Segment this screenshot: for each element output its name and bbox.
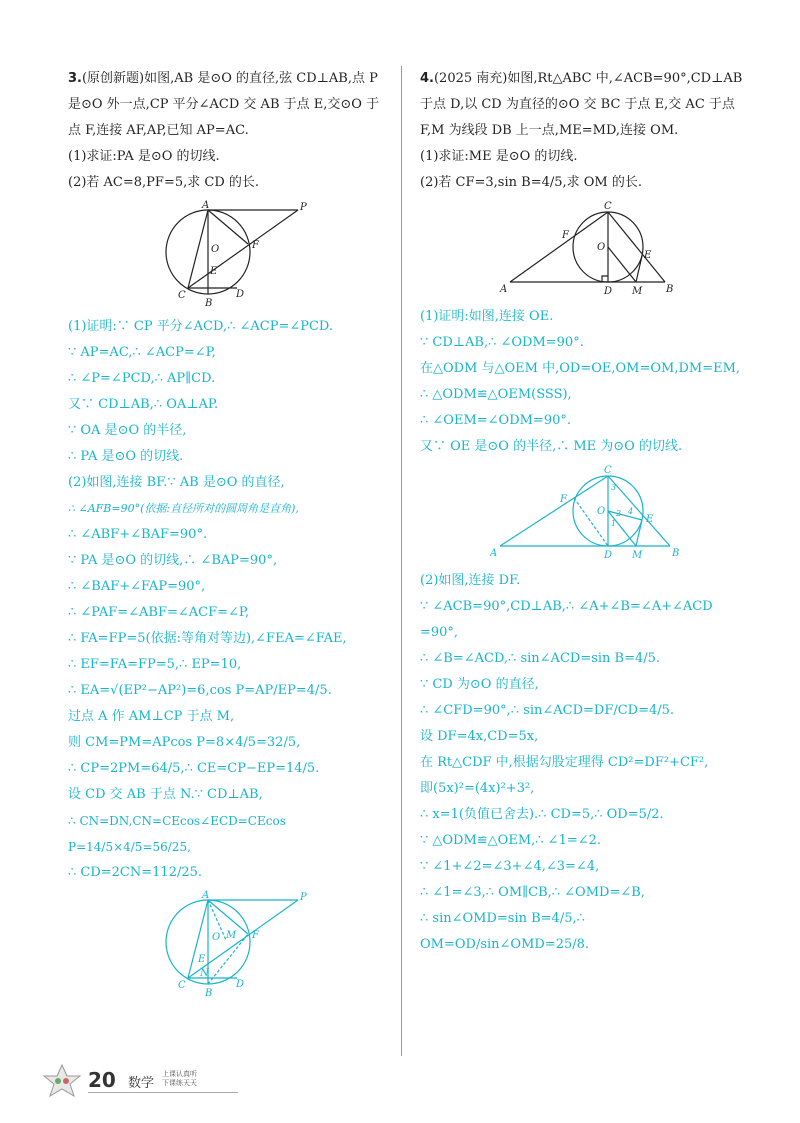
solution-line: 设 DF=4x,CD=5x, bbox=[420, 729, 539, 744]
label-m: M bbox=[632, 286, 643, 297]
q4-part2: (2)若 CF=3,sin B=4/5,求 OM 的长. bbox=[420, 175, 643, 190]
solution-line: 在 Rt△CDF 中,根据勾股定理得 CD²=DF²+CF², bbox=[420, 755, 709, 770]
label-o: O bbox=[597, 242, 606, 253]
q4-solution-part2 bbox=[420, 568, 750, 958]
solution-line: ∵ PA 是⊙O 的切线,∴ ∠BAP=90°, bbox=[68, 553, 278, 568]
solution-line: 则 CM=PM=APcos P=8×4/5=32/5, bbox=[68, 735, 301, 750]
label-c: C bbox=[604, 465, 612, 476]
label-a: A bbox=[490, 548, 498, 559]
solution-line: ∵ OA 是⊙O 的半径, bbox=[68, 423, 187, 438]
star-logo-icon bbox=[40, 1064, 84, 1098]
solution-line: 又∵ OE 是⊙O 的半径,∴ ME 为⊙O 的切线. bbox=[420, 439, 683, 454]
q4-stem-line: F,M 为线段 DB 上一点,ME=MD,连接 OM. bbox=[420, 123, 679, 138]
label-a: A bbox=[202, 200, 210, 211]
label-angle-1: 1 bbox=[611, 519, 617, 528]
q3-part2: (2)若 AC=8,PF=5,求 CD 的长. bbox=[68, 175, 260, 190]
solution-line: ∴ △ODM≌△OEM(SSS), bbox=[420, 387, 572, 402]
label-f: F bbox=[252, 930, 259, 941]
label-n: N bbox=[200, 968, 209, 979]
q3-stem: 3.(原创新题)如图,AB 是⊙O 的直径,弦 CD⊥AB,点 P bbox=[68, 71, 378, 86]
solution-line: (1)证明:∵ CP 平分∠ACD,∴ ∠ACP=∠PCD. bbox=[68, 319, 334, 334]
label-c: C bbox=[604, 201, 612, 212]
q3-number: 3. bbox=[68, 71, 82, 86]
solution-line: ∴ ∠ABF+∠BAF=90°. bbox=[68, 527, 208, 542]
label-b: B bbox=[205, 988, 213, 999]
question-3-column bbox=[68, 66, 393, 1004]
solution-line: ∴ ∠B=∠ACD,∴ sin∠ACD=sin B=4/5. bbox=[420, 651, 661, 666]
q4-figure-1 bbox=[420, 200, 750, 300]
footer-motto: 上课认真听 下课练天天 bbox=[162, 1070, 197, 1087]
solution-line: ∴ EF=FA=FP=5,∴ EP=10, bbox=[68, 657, 242, 672]
label-d: D bbox=[236, 979, 245, 990]
label-d: D bbox=[604, 550, 613, 561]
label-a: A bbox=[500, 284, 508, 295]
label-c: C bbox=[178, 290, 186, 301]
label-e: E bbox=[646, 514, 654, 525]
solution-line: ∴ CD=2CN=112/25. bbox=[68, 865, 203, 880]
q3-figure-1 bbox=[68, 200, 393, 310]
q4-figure-2 bbox=[420, 464, 750, 564]
q4-stem: 4.(2025 南充)如图,Rt△ABC 中,∠ACB=90°,CD⊥AB bbox=[420, 71, 743, 86]
q4-stem-line: 于点 D,以 CD 为直径的⊙O 交 BC 于点 E,交 AC 于点 bbox=[420, 97, 735, 112]
label-b: B bbox=[205, 298, 213, 309]
label-d: D bbox=[604, 286, 613, 297]
solution-line: (2)如图,连接 BF.∵ AB 是⊙O 的直径, bbox=[68, 475, 285, 490]
label-d: D bbox=[236, 289, 245, 300]
solution-line: ∴ ∠P=∠PCD,∴ AP∥CD. bbox=[68, 371, 216, 386]
solution-line: ∵ △ODM≌△OEM,∴ ∠1=∠2. bbox=[420, 833, 602, 848]
solution-line: ∵ ∠1+∠2=∠3+∠4,∠3=∠4, bbox=[420, 859, 600, 874]
solution-line: ∴ sin∠OMD=sin B=4/5,∴ OM=OD/sin∠OMD=25/8. bbox=[420, 911, 590, 952]
solution-line: ∴ ∠CFD=90°,∴ sin∠ACD=DF/CD=4/5. bbox=[420, 703, 675, 718]
solution-line: 设 CD 交 AB 于点 N.∵ CD⊥AB, bbox=[68, 787, 263, 802]
q3-stem-line: 点 F,连接 AF,AP,已知 AP=AC. bbox=[68, 123, 249, 138]
solution-line: =90°, bbox=[420, 625, 459, 640]
label-m: M bbox=[632, 550, 643, 561]
page-footer bbox=[40, 1064, 210, 1094]
solution-line: ∵ AP=AC,∴ ∠ACP=∠P, bbox=[68, 345, 216, 360]
label-p: P bbox=[300, 892, 307, 903]
solution-line: ∴ ∠BAF+∠FAP=90°, bbox=[68, 579, 206, 594]
column-divider bbox=[401, 66, 402, 1056]
solution-line: ∴ ∠OEM=∠ODM=90°. bbox=[420, 413, 571, 428]
solution-line: ∴ ∠1=∠3,∴ OM∥CB,∴ ∠OMD=∠B, bbox=[420, 885, 645, 900]
label-a: A bbox=[202, 890, 210, 901]
solution-line: 即(5x)²=(4x)²+3², bbox=[420, 781, 535, 796]
solution-line: ∴ CP=2PM=64/5,∴ CE=CP−EP=14/5. bbox=[68, 761, 320, 776]
label-f: F bbox=[252, 240, 259, 251]
label-c: C bbox=[178, 980, 186, 991]
label-e: E bbox=[198, 954, 206, 965]
label-b: B bbox=[672, 548, 680, 559]
question-4-column bbox=[420, 66, 750, 958]
solution-line: ∵ CD⊥AB,∴ ∠ODM=90°. bbox=[420, 335, 584, 350]
solution-line: (1)证明:如图,连接 OE. bbox=[420, 309, 554, 324]
label-b: B bbox=[666, 284, 674, 295]
label-f: F bbox=[562, 230, 569, 241]
label-o: O bbox=[597, 506, 606, 517]
page-number: 20 bbox=[88, 1068, 116, 1092]
label-o: O bbox=[211, 244, 220, 255]
q3-solution bbox=[68, 314, 393, 886]
label-angle-2: 2 bbox=[616, 509, 622, 518]
label-e: E bbox=[210, 266, 218, 277]
label-p: P bbox=[300, 202, 307, 213]
solution-line: ∵ CD 为⊙O 的直径, bbox=[420, 677, 539, 692]
label-o: O bbox=[212, 932, 221, 943]
q4-part1: (1)求证:ME 是⊙O 的切线. bbox=[420, 149, 578, 164]
solution-line: (2)如图,连接 DF. bbox=[420, 573, 521, 588]
solution-line: 在△ODM 与△OEM 中,OD=OE,OM=OM,DM=EM, bbox=[420, 361, 741, 376]
label-m: M bbox=[226, 930, 237, 941]
q3-part1: (1)求证:PA 是⊙O 的切线. bbox=[68, 149, 220, 164]
solution-line: ∴ ∠AFB=90°(依据:直径所对的圆周角是直角), bbox=[68, 502, 299, 515]
subject-label: 数学 bbox=[128, 1076, 155, 1091]
solution-line: ∴ x=1(负值已舍去).∴ CD=5,∴ OD=5/2. bbox=[420, 807, 664, 822]
label-e: E bbox=[644, 250, 652, 261]
q3-figure-2 bbox=[68, 890, 393, 1000]
solution-line: ∴ ∠PAF=∠ABF=∠ACF=∠P, bbox=[68, 605, 250, 620]
solution-line: 又∵ CD⊥AB,∴ OA⊥AP. bbox=[68, 397, 219, 412]
solution-line: ∵ ∠ACB=90°,CD⊥AB,∴ ∠A+∠B=∠A+∠ACD bbox=[420, 599, 713, 614]
label-angle-3: 3 bbox=[611, 483, 617, 492]
label-angle-4: 4 bbox=[628, 507, 634, 516]
solution-line: ∴ EA=√(EP²−AP²)=6,cos P=AP/EP=4/5. bbox=[68, 683, 332, 698]
solution-line: ∴ FA=FP=5(依据:等角对等边),∠FEA=∠FAE, bbox=[68, 631, 347, 646]
q4-number: 4. bbox=[420, 71, 434, 86]
label-f: F bbox=[560, 494, 567, 505]
q3-stem-line: 是⊙O 外一点,CP 平分∠ACD 交 AB 于点 E,交⊙O 于 bbox=[68, 97, 380, 112]
q4-solution bbox=[420, 304, 750, 460]
solution-line: ∴ PA 是⊙O 的切线. bbox=[68, 449, 184, 464]
solution-line: 过点 A 作 AM⊥CP 于点 M, bbox=[68, 709, 235, 724]
footer-rule bbox=[88, 1092, 238, 1093]
solution-line: ∴ CN=DN,CN=CEcos∠ECD=CEcos P=14/5×4/5=56/25, bbox=[68, 814, 286, 854]
